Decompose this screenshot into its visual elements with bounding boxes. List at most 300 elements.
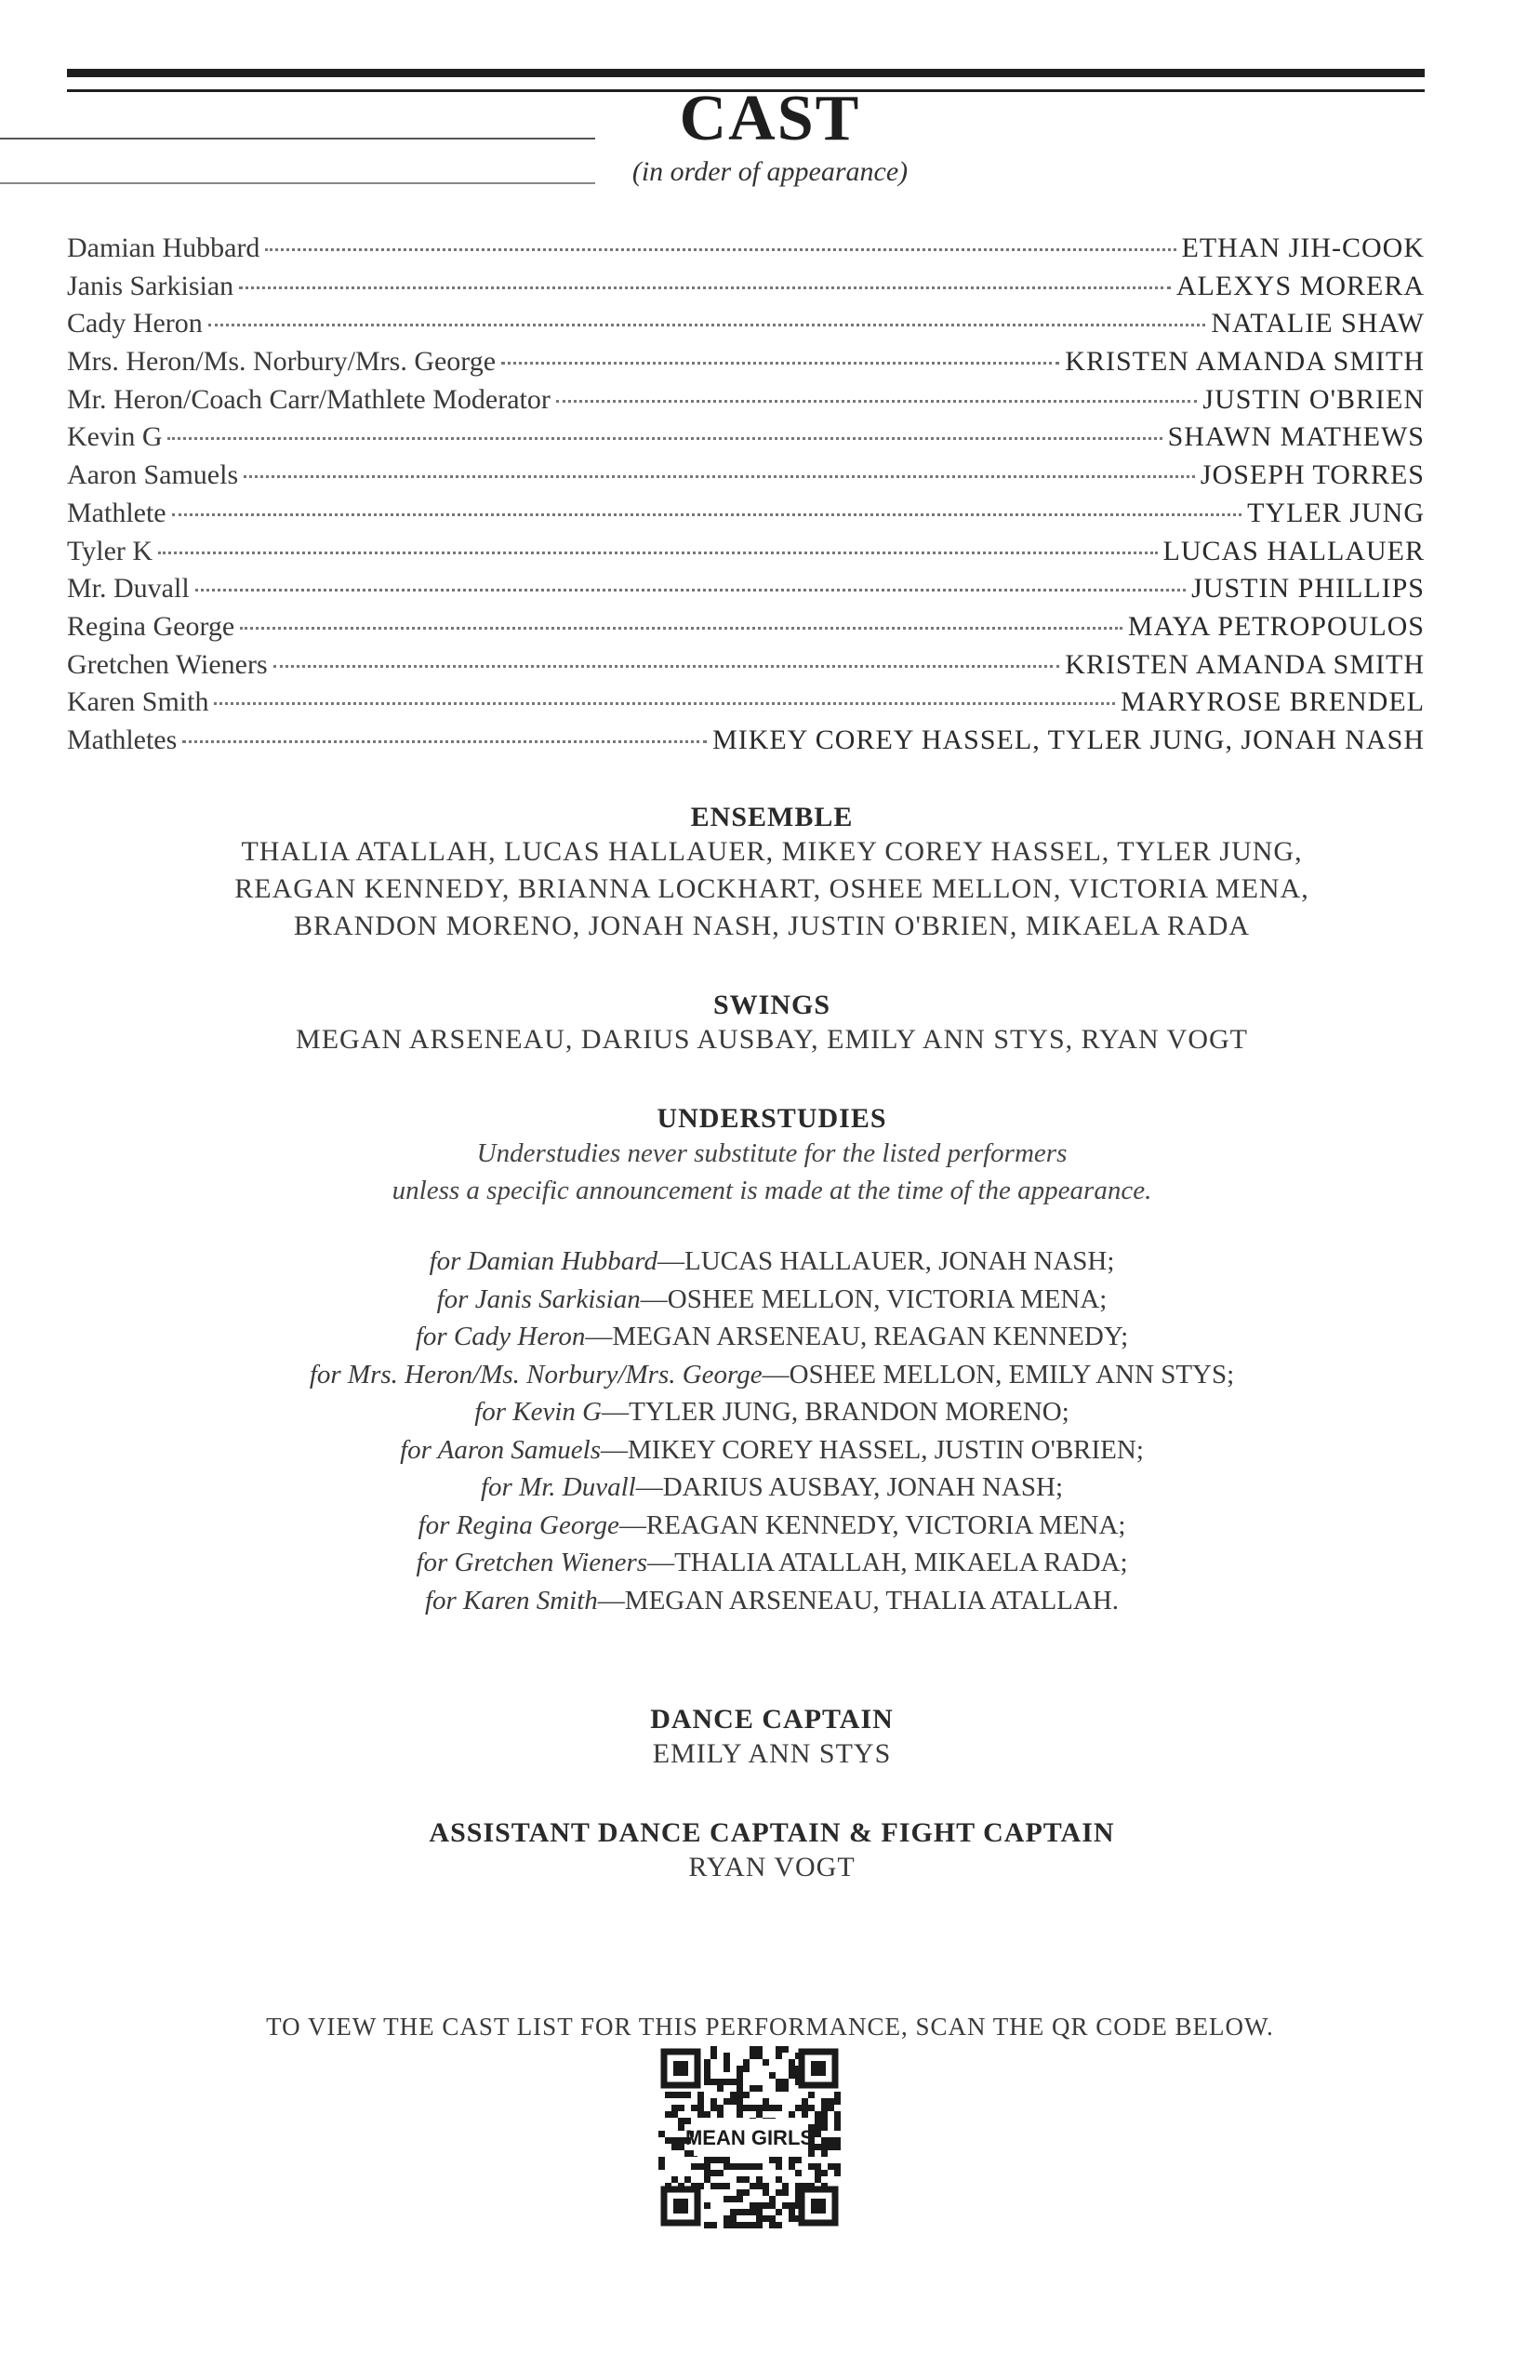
- qr-code[interactable]: [658, 2046, 841, 2228]
- qr-module: [665, 2137, 671, 2144]
- qr-module: [756, 2176, 763, 2183]
- qr-module: [776, 2157, 782, 2163]
- leader-dots: [244, 475, 1195, 478]
- qr-module: [789, 2111, 795, 2118]
- qr-module: [834, 2170, 841, 2176]
- qr-module: [821, 2137, 828, 2144]
- qr-module: [769, 2105, 776, 2111]
- qr-module: [782, 2085, 789, 2092]
- qr-caption: TO VIEW THE CAST LIST FOR THIS PERFORMANCE, SCAN THE QR CODE BELOW.: [266, 2013, 1274, 2041]
- understudy-line: [56, 1469, 1488, 1507]
- qr-module: [815, 2170, 821, 2176]
- qr-module: [821, 2105, 828, 2111]
- cast-role: Mr. Heron/Coach Carr/Mathlete Moderator: [67, 383, 551, 415]
- ensemble-line: BRANDON MORENO, JONAH NASH, JUSTIN O'BRIEN, MIKAELA RADA: [293, 911, 1251, 941]
- understudy-role: for Damian Hubbard: [429, 1246, 658, 1276]
- qr-module: [802, 2105, 808, 2111]
- qr-module: [834, 2137, 841, 2144]
- qr-module: [834, 2124, 841, 2131]
- qr-module: [776, 2105, 782, 2111]
- cast-row: [67, 421, 1425, 459]
- qr-module: [717, 2085, 724, 2092]
- qr-module: [776, 2163, 782, 2170]
- qr-module: [769, 2072, 776, 2079]
- qr-module: [828, 2144, 834, 2150]
- ensemble-line: THALIA ATALLAH, LUCAS HALLAUER, MIKEY COREY HASSEL, TYLER JUNG,: [241, 836, 1303, 867]
- qr-module: [808, 2092, 815, 2098]
- qr-module: [815, 2124, 821, 2131]
- qr-module: [730, 2163, 737, 2170]
- qr-module: [678, 2144, 684, 2150]
- qr-module: [756, 2053, 763, 2059]
- swings-line: MEGAN ARSENEAU, DARIUS AUSBAY, EMILY ANN STYS, RYAN VOGT: [296, 1024, 1248, 1055]
- qr-module: [704, 2202, 710, 2209]
- cast-row: [67, 573, 1425, 611]
- qr-module: [658, 2131, 665, 2137]
- cast-actor: SHAWN MATHEWS: [1167, 421, 1425, 453]
- understudy-names: —MIKEY COREY HASSEL, JUSTIN O'BRIEN;: [601, 1434, 1144, 1465]
- cast-role: Regina George: [67, 610, 235, 642]
- qr-module: [776, 2189, 782, 2196]
- qr-module: [678, 2105, 684, 2111]
- leader-dots: [182, 740, 707, 743]
- cast-role: Janis Sarkisian: [67, 270, 234, 301]
- qr-module: [750, 2202, 756, 2209]
- qr-module: [658, 2157, 665, 2163]
- qr-module: [743, 2189, 750, 2196]
- understudy-line: [56, 1544, 1488, 1582]
- qr-module: [756, 2111, 763, 2118]
- leader-dots: [208, 324, 1206, 326]
- cast-actor: KRISTEN AMANDA SMITH: [1065, 346, 1425, 378]
- qr-module: [743, 2176, 750, 2183]
- qr-module: [724, 2059, 730, 2066]
- qr-module: [821, 2111, 828, 2118]
- qr-module: [743, 2092, 750, 2098]
- qr-module: [671, 2092, 678, 2098]
- qr-module: [704, 2059, 710, 2066]
- ensemble-heading: ENSEMBLE: [690, 802, 854, 832]
- understudy-role: for Regina George: [418, 1509, 619, 1540]
- qr-module: [724, 2079, 730, 2085]
- qr-module: [776, 2222, 782, 2228]
- qr-module: [724, 2163, 730, 2170]
- qr-module: [763, 2183, 769, 2189]
- qr-module: [750, 2085, 756, 2092]
- understudy-names: —OSHEE MELLON, EMILY ANN STYS;: [762, 1359, 1235, 1389]
- qr-module: [730, 2092, 737, 2098]
- qr-module: [671, 2111, 678, 2118]
- leader-dots: [214, 702, 1115, 705]
- cast-role: Mathletes: [67, 724, 178, 755]
- understudy-role: for Kevin G: [474, 1397, 603, 1427]
- qr-module: [710, 2222, 717, 2228]
- qr-module: [782, 2183, 789, 2189]
- qr-module: [704, 2079, 710, 2085]
- leader-dots: [239, 286, 1171, 289]
- qr-module: [743, 2105, 750, 2111]
- page-title: CAST: [679, 83, 861, 154]
- qr-module: [704, 2222, 710, 2228]
- qr-module: [710, 2183, 717, 2189]
- cast-actor: JOSEPH TORRES: [1200, 459, 1425, 491]
- qr-module: [743, 2066, 750, 2072]
- leader-dots: [556, 400, 1198, 403]
- ensemble-line: REAGAN KENNEDY, BRIANNA LOCKHART, OSHEE MELLON, VICTORIA MENA,: [234, 873, 1309, 904]
- cast-row: [67, 308, 1425, 346]
- qr-module: [834, 2111, 841, 2118]
- understudy-role: for Mrs. Heron/Ms. Norbury/Mrs. George: [309, 1359, 763, 1389]
- cast-row: [67, 686, 1425, 725]
- qr-module: [678, 2124, 684, 2131]
- cast-actor: LUCAS HALLAUER: [1162, 535, 1425, 566]
- understudy-line: [56, 1431, 1488, 1469]
- qr-module: [776, 2046, 782, 2053]
- cast-role: Karen Smith: [67, 686, 209, 718]
- qr-module: [756, 2183, 763, 2189]
- qr-module: [710, 2098, 717, 2105]
- qr-module: [815, 2176, 821, 2183]
- qr-module: [710, 2046, 717, 2053]
- qr-module: [691, 2163, 697, 2170]
- cast-role: Cady Heron: [67, 308, 203, 339]
- qr-module: [671, 2144, 678, 2150]
- qr-module: [737, 2196, 743, 2202]
- assistant-dance-captain-name: RYAN VOGT: [688, 1852, 856, 1882]
- qr-module: [658, 2163, 665, 2170]
- qr-module: [756, 2222, 763, 2228]
- qr-module: [710, 2079, 717, 2085]
- qr-module: [834, 2118, 841, 2124]
- leader-dots: [167, 437, 1162, 440]
- qr-module: [704, 2176, 710, 2183]
- qr-module: [750, 2046, 756, 2053]
- assistant-dance-captain-heading: ASSISTANT DANCE CAPTAIN & FIGHT CAPTAIN: [429, 1817, 1115, 1848]
- qr-module: [815, 2144, 821, 2150]
- qr-module: [782, 2079, 789, 2085]
- qr-module: [671, 2105, 678, 2111]
- qr-module: [697, 2111, 704, 2118]
- qr-module: [743, 2163, 750, 2170]
- qr-module: [756, 2085, 763, 2092]
- qr-module: [743, 2059, 750, 2066]
- qr-module: [763, 2215, 769, 2222]
- qr-module: [821, 2098, 828, 2105]
- understudy-names: —MEGAN ARSENEAU, THALIA ATALLAH.: [597, 1585, 1120, 1615]
- cast-role: Mathlete: [67, 497, 166, 528]
- qr-module: [717, 2170, 724, 2176]
- qr-module: [834, 2098, 841, 2105]
- qr-module: [717, 2183, 724, 2189]
- qr-module: [671, 2137, 678, 2144]
- qr-module: [704, 2072, 710, 2079]
- understudies-note: unless a specific announcement is made at the time of the appearance.: [392, 1176, 1152, 1205]
- understudy-names: —THALIA ATALLAH, MIKAELA RADA;: [647, 1548, 1128, 1577]
- qr-module: [834, 2092, 841, 2098]
- qr-module: [704, 2163, 710, 2170]
- qr-module: [828, 2163, 834, 2170]
- qr-module: [724, 2215, 730, 2222]
- qr-module: [737, 2105, 743, 2111]
- qr-module: [769, 2202, 776, 2209]
- qr-module: [802, 2098, 808, 2105]
- understudy-line: [56, 1243, 1488, 1281]
- understudy-role: for Cady Heron: [415, 1322, 586, 1351]
- qr-module: [782, 2189, 789, 2196]
- cast-actor: MIKEY COREY HASSEL, TYLER JUNG, JONAH NASH: [712, 724, 1425, 755]
- qr-module: [684, 2150, 691, 2157]
- qr-module: [704, 2157, 710, 2163]
- cast-actor: ETHAN JIH-COOK: [1181, 233, 1425, 263]
- qr-module: [730, 2098, 737, 2105]
- qr-module: [710, 2053, 717, 2059]
- cast-actor: KRISTEN AMANDA SMITH: [1065, 648, 1425, 680]
- cast-row: [67, 233, 1425, 271]
- qr-module: [724, 2098, 730, 2105]
- understudy-names: —TYLER JUNG, BRANDON MORENO;: [602, 1397, 1069, 1427]
- qr-module: [678, 2092, 684, 2098]
- qr-module: [678, 2118, 684, 2124]
- qr-module: [730, 2079, 737, 2085]
- leader-dots: [195, 589, 1186, 592]
- cast-role: Gretchen Wieners: [67, 648, 268, 680]
- qr-module: [763, 2105, 769, 2111]
- qr-module: [710, 2170, 717, 2176]
- qr-module: [769, 2157, 776, 2163]
- qr-module: [821, 2170, 828, 2176]
- qr-module: [750, 2209, 756, 2215]
- understudy-line: [56, 1281, 1488, 1319]
- qr-module: [724, 2053, 730, 2059]
- qr-module: [730, 2222, 737, 2228]
- qr-module: [776, 2209, 782, 2215]
- understudy-role: for Karen Smith: [424, 1585, 598, 1615]
- qr-module: [737, 2209, 743, 2215]
- understudies-note: Understudies never substitute for the listed performers: [476, 1138, 1068, 1168]
- qr-module: [704, 2066, 710, 2072]
- cast-row: [67, 384, 1425, 422]
- qr-module: [704, 2170, 710, 2176]
- dance-captain-name: EMILY ANN STYS: [652, 1738, 892, 1769]
- qr-module: [717, 2111, 724, 2118]
- leader-dots: [172, 513, 1242, 516]
- qr-module: [724, 2183, 730, 2189]
- understudy-list: [56, 1243, 1488, 1619]
- cast-list: [67, 233, 1425, 763]
- leader-dots: [265, 248, 1175, 251]
- understudies-heading: UNDERSTUDIES: [657, 1103, 887, 1134]
- cast-role: Tyler K: [67, 535, 153, 566]
- qr-module: [808, 2105, 815, 2111]
- cast-role: Aaron Samuels: [67, 459, 239, 491]
- cast-row: [67, 346, 1425, 384]
- qr-module: [802, 2111, 808, 2118]
- leader-dots: [158, 552, 1157, 554]
- qr-module: [795, 2105, 802, 2111]
- qr-module: [763, 2189, 769, 2196]
- understudy-names: —OSHEE MELLON, VICTORIA MENA;: [640, 1283, 1108, 1314]
- qr-module: [730, 2209, 737, 2215]
- understudies-section: [56, 1103, 1488, 1619]
- qr-module: [776, 2079, 782, 2085]
- qr-module: [815, 2118, 821, 2124]
- cast-actor: TYLER JUNG: [1247, 497, 1425, 528]
- qr-module: [737, 2189, 743, 2196]
- understudy-line: [56, 1582, 1488, 1620]
- qr-module: [750, 2163, 756, 2170]
- qr-module: [684, 2118, 691, 2124]
- qr-module: [724, 2157, 730, 2163]
- qr-module: [808, 2163, 815, 2170]
- qr-module: [769, 2215, 776, 2222]
- qr-module: [697, 2092, 704, 2098]
- qr-module: [665, 2092, 671, 2098]
- leader-dots: [501, 362, 1059, 365]
- qr-module: [763, 2059, 769, 2066]
- cast-actor: ALEXYS MORERA: [1175, 270, 1425, 301]
- qr-module: [697, 2098, 704, 2105]
- qr-module: [750, 2222, 756, 2228]
- qr-module: [691, 2105, 697, 2111]
- cast-role: Mr. Duvall: [67, 573, 190, 605]
- qr-module: [737, 2163, 743, 2170]
- qr-module: [697, 2163, 704, 2170]
- qr-module: [782, 2046, 789, 2053]
- qr-module: [730, 2215, 737, 2222]
- qr-module: [815, 2163, 821, 2170]
- qr-module: [776, 2053, 782, 2059]
- qr-module: [737, 2176, 743, 2183]
- cast-row: [67, 649, 1425, 687]
- leader-dots: [240, 627, 1122, 630]
- qr-module: [789, 2202, 795, 2209]
- cast-actor: NATALIE SHAW: [1211, 308, 1425, 339]
- understudy-role: for Mr. Duvall: [480, 1472, 636, 1502]
- understudy-role: for Janis Sarkisian: [436, 1283, 641, 1314]
- cast-row: [67, 271, 1425, 309]
- header-rule-thick: [67, 69, 1425, 77]
- qr-module: [697, 2105, 704, 2111]
- qr-module: [776, 2085, 782, 2092]
- qr-module: [737, 2085, 743, 2092]
- cast-actor: MARYROSE BRENDEL: [1121, 686, 1425, 718]
- qr-module: [737, 2066, 743, 2072]
- qr-module: [834, 2163, 841, 2170]
- understudy-line: [56, 1356, 1488, 1394]
- qr-module: [737, 2098, 743, 2105]
- qr-module: [789, 2072, 795, 2079]
- qr-module: [737, 2072, 743, 2079]
- qr-module: [828, 2098, 834, 2105]
- qr-module: [710, 2105, 717, 2111]
- qr-module: [684, 2176, 691, 2183]
- qr-module: [821, 2150, 828, 2157]
- qr-module: [834, 2144, 841, 2150]
- qr-module: [671, 2176, 678, 2183]
- cast-actor: MAYA PETROPOULOS: [1127, 610, 1425, 642]
- qr-module: [684, 2092, 691, 2098]
- qr-module: [756, 2105, 763, 2111]
- qr-module: [815, 2131, 821, 2137]
- qr-logo-text: MEAN GIRLS: [684, 2126, 815, 2149]
- qr-module: [724, 2222, 730, 2228]
- qr-module: [808, 2150, 815, 2157]
- qr-module: [795, 2157, 802, 2163]
- qr-module: [743, 2222, 750, 2228]
- qr-module: [821, 2118, 828, 2124]
- qr-module: [756, 2202, 763, 2209]
- qr-module: [743, 2209, 750, 2215]
- qr-module: [763, 2098, 769, 2105]
- swings-heading: SWINGS: [712, 990, 831, 1020]
- qr-module: [750, 2053, 756, 2059]
- dance-captain-heading: DANCE CAPTAIN: [650, 1704, 894, 1735]
- qr-module: [789, 2157, 795, 2163]
- qr-module: [776, 2176, 782, 2183]
- assistant-dance-captain-section: [56, 1817, 1488, 1886]
- cast-row: [67, 459, 1425, 498]
- qr-module: [756, 2046, 763, 2053]
- qr-module: [782, 2202, 789, 2209]
- qr-module: [704, 2111, 710, 2118]
- qr-module: [717, 2079, 724, 2085]
- qr-module: [665, 2111, 671, 2118]
- cast-role: Kevin G: [67, 421, 163, 453]
- understudy-names: —DARIUS AUSBAY, JONAH NASH;: [635, 1472, 1064, 1502]
- qr-module: [815, 2111, 821, 2118]
- qr-module: [789, 2059, 795, 2066]
- qr-module: [789, 2209, 795, 2215]
- qr-module: [724, 2066, 730, 2072]
- qr-module: [750, 2183, 756, 2189]
- page-subtitle: (in order of appearance): [631, 156, 909, 187]
- qr-module: [717, 2157, 724, 2163]
- qr-module: [789, 2163, 795, 2170]
- qr-module: [769, 2196, 776, 2202]
- swings-section: [56, 990, 1488, 1058]
- qr-module: [769, 2222, 776, 2228]
- qr-module: [821, 2124, 828, 2131]
- qr-module: [710, 2157, 717, 2163]
- understudy-role: for Aaron Samuels: [400, 1434, 601, 1465]
- qr-module: [828, 2137, 834, 2144]
- qr-module: [737, 2222, 743, 2228]
- qr-module: [724, 2196, 730, 2202]
- qr-module: [828, 2105, 834, 2111]
- cast-actor: JUSTIN PHILLIPS: [1191, 573, 1425, 605]
- qr-module: [789, 2066, 795, 2072]
- qr-module: [678, 2137, 684, 2144]
- understudy-line: [56, 1507, 1488, 1545]
- leader-dots: [273, 665, 1060, 668]
- ensemble-section: [56, 802, 1488, 945]
- qr-module: [717, 2105, 724, 2111]
- cast-role: Mrs. Heron/Ms. Norbury/Mrs. George: [67, 346, 497, 378]
- qr-module: [763, 2202, 769, 2209]
- qr-module: [756, 2215, 763, 2222]
- qr-module: [756, 2163, 763, 2170]
- understudy-role: for Gretchen Wieners: [416, 1548, 648, 1577]
- cast-role: Damian Hubbard: [67, 233, 260, 263]
- qr-module: [737, 2079, 743, 2085]
- understudy-line: [56, 1393, 1488, 1431]
- cast-row: [67, 725, 1425, 763]
- qr-module: [730, 2196, 737, 2202]
- qr-module: [789, 2215, 795, 2222]
- qr-module: [737, 2092, 743, 2098]
- qr-module: [756, 2209, 763, 2215]
- qr-module: [737, 2111, 743, 2118]
